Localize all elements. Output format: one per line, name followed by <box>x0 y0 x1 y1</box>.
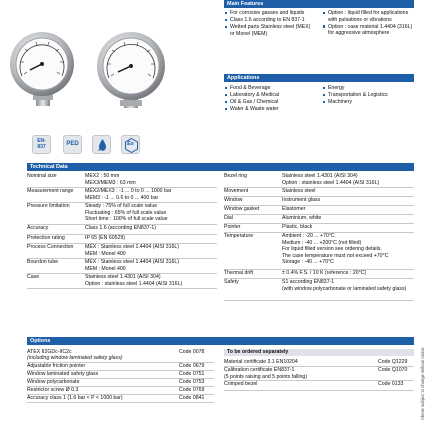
ped-label: PED <box>66 140 79 147</box>
applications-col2 <box>322 85 414 106</box>
tech-row <box>224 233 414 270</box>
ip65-badge <box>92 135 111 154</box>
tech-label: Accuracy <box>27 225 49 231</box>
main-features-col1 <box>224 10 316 38</box>
option-subtext: (including window laminated safety glass) <box>27 355 123 361</box>
tech-label: Window <box>224 197 243 203</box>
applications-col1 <box>224 85 316 113</box>
tech-label: Window gasket <box>224 206 260 212</box>
list-item: Option : liquid filled for applications with pulsations or vibrations <box>322 10 414 23</box>
option-name: Window laminated safety glass <box>27 371 99 377</box>
tech-label: Bezel ring <box>224 173 248 179</box>
list-item: Class 1.6 according to EN 837-1 <box>224 17 316 24</box>
tech-value: S1 according EN837-1 (with window polycarbonate or laminated safety glass) <box>282 279 407 292</box>
water-drop-icon <box>93 136 112 155</box>
tech-label: Safety <box>224 279 239 285</box>
order-name: Material certificate 3.1 EN10204 <box>224 359 298 365</box>
tech-value: Plastic, black <box>282 224 313 230</box>
tech-label: Pointer <box>224 224 241 230</box>
tech-value: Stainless steel 1.4301 (AISI 304) Option : stainless steel 1.4404 (AISI 316L) <box>282 173 380 186</box>
tech-value: Ambient : -20 ... +70°C Medium : -40 ... +200°C (not filled) For liquid filled version see ordering details. The case temperature must not exceed +70°C Storage : -40 ... +70°C <box>282 233 389 265</box>
product-image <box>6 20 166 112</box>
tech-value: Instrument glass <box>282 197 321 203</box>
tech-label: Temperature <box>224 233 254 239</box>
list-item: Laboratory & Medical <box>224 92 316 99</box>
row-divider <box>224 300 414 301</box>
tech-value: Stainless steel <box>282 188 316 194</box>
tech-label: Movement <box>224 188 249 194</box>
technical-data-left <box>27 173 217 323</box>
ip65-label: IP 65 <box>98 147 105 152</box>
ped-badge <box>63 135 82 154</box>
tech-label: Thermal drift <box>224 270 254 276</box>
tech-label: Bourdon tube <box>27 259 59 265</box>
tech-value: IP 65 (EN 60529) <box>85 235 125 241</box>
tech-value: MEX : Stainless steel 1.4404 (AISI 316L) MEM : Monel 400 <box>85 244 180 257</box>
tech-label: Dial <box>224 215 233 221</box>
tech-value: MEX2 : 50 mm MEX3/MEM3 : 63 mm <box>85 173 136 186</box>
main-features-col2 <box>322 10 414 37</box>
options-list <box>27 349 214 419</box>
tech-label: Protection rating <box>27 235 65 241</box>
list-item: Transportation & Logistics <box>322 92 414 99</box>
list-item: For corrosive gasses and liquids <box>224 10 316 17</box>
tech-value: Steady : 75% of full scale value Fluctuating : 65% of full scale value Short time : 100% of full scale value <box>85 203 168 222</box>
tech-value: Stainless steel 1.4301 (AISI 304) Option : stainless steel 1.4404 (AISI 316L) <box>85 274 183 287</box>
option-code: Code 0841 <box>179 395 205 401</box>
atex-label: Ex <box>127 141 134 148</box>
tech-value: ± 0.4% F.S. / 10 K (reference : 20°C) <box>282 270 367 276</box>
applications-header: Applications <box>224 74 414 82</box>
option-name: Window polycarbonate <box>27 379 80 385</box>
en837-badge <box>32 135 51 154</box>
option-code: Code 0078 <box>179 349 205 355</box>
order-code: Code Q1070 <box>378 367 408 373</box>
tech-label: Nominal size <box>27 173 57 179</box>
option-code: Code 0751 <box>179 371 205 377</box>
tech-row <box>224 279 414 301</box>
tech-value: Class 1.6 (according EN837-1) <box>85 225 156 231</box>
tech-label: Measurement range <box>27 188 74 194</box>
list-item: Water & Waste water <box>224 106 316 113</box>
option-name: ATEX II2GDc-IIC2c <box>27 349 72 355</box>
option-code: Code 0679 <box>179 363 205 369</box>
row-divider <box>27 402 214 403</box>
list-item: Oil & Gas / Chemical <box>224 99 316 106</box>
order-name: Calibration certificate EN837-1 (5 points raising and 5 points falling) <box>224 367 308 380</box>
tech-value: MEX2/MEX3 : -1 ... 0 to 0 ... 1000 bar MEM3 : -1 ... 0.6 to 0 ... 400 bar <box>85 188 172 201</box>
order-separately-header: To be ordered separately <box>224 349 414 356</box>
tech-value: Aluminium, white <box>282 215 322 221</box>
order-name: Crimped bezel <box>224 381 258 387</box>
row-divider <box>27 288 217 289</box>
option-name: Accuracy class 1 (1.6 bar < P < 1000 bar) <box>27 395 123 401</box>
list-item: Option : case material 1.4404 (316L) for aggressive atmosphere <box>322 24 414 37</box>
tech-label: Process Connection <box>27 244 74 250</box>
option-name: Adjustable friction pointer <box>27 363 86 369</box>
atex-badge <box>121 135 140 154</box>
list-item: Wetted parts Stainless steel (MEX) or Monel (MEM) <box>224 24 316 37</box>
row-divider <box>224 390 414 391</box>
en837-label: EN- 837 <box>37 138 46 150</box>
order-code: Code 0133 <box>378 381 404 387</box>
order-separately-list <box>224 359 414 409</box>
technical-data-right <box>224 173 414 323</box>
tech-label: Pressure limitation <box>27 203 70 209</box>
option-code: Code 0769 <box>179 387 205 393</box>
side-note: Above subject to change without notice <box>420 347 425 420</box>
main-features-header: Main Features <box>224 0 414 8</box>
tech-value: Elastomer <box>282 206 306 212</box>
option-code: Code 0753 <box>179 379 205 385</box>
list-item: Energy <box>322 85 414 92</box>
tech-row <box>27 203 217 225</box>
tech-value: MEX : Stainless steel 1.4404 (AISI 316L) MEM : Monel 400 <box>85 259 180 272</box>
options-header: Options <box>27 337 414 345</box>
order-code: Code Q1229 <box>378 359 408 365</box>
list-item: Food & Beverage <box>224 85 316 92</box>
technical-data-header: Technical Data <box>27 163 414 171</box>
list-item: Machinery <box>322 99 414 106</box>
option-name: Restrictor screw Ø 0.3 <box>27 387 79 393</box>
tech-label: Case <box>27 274 40 280</box>
